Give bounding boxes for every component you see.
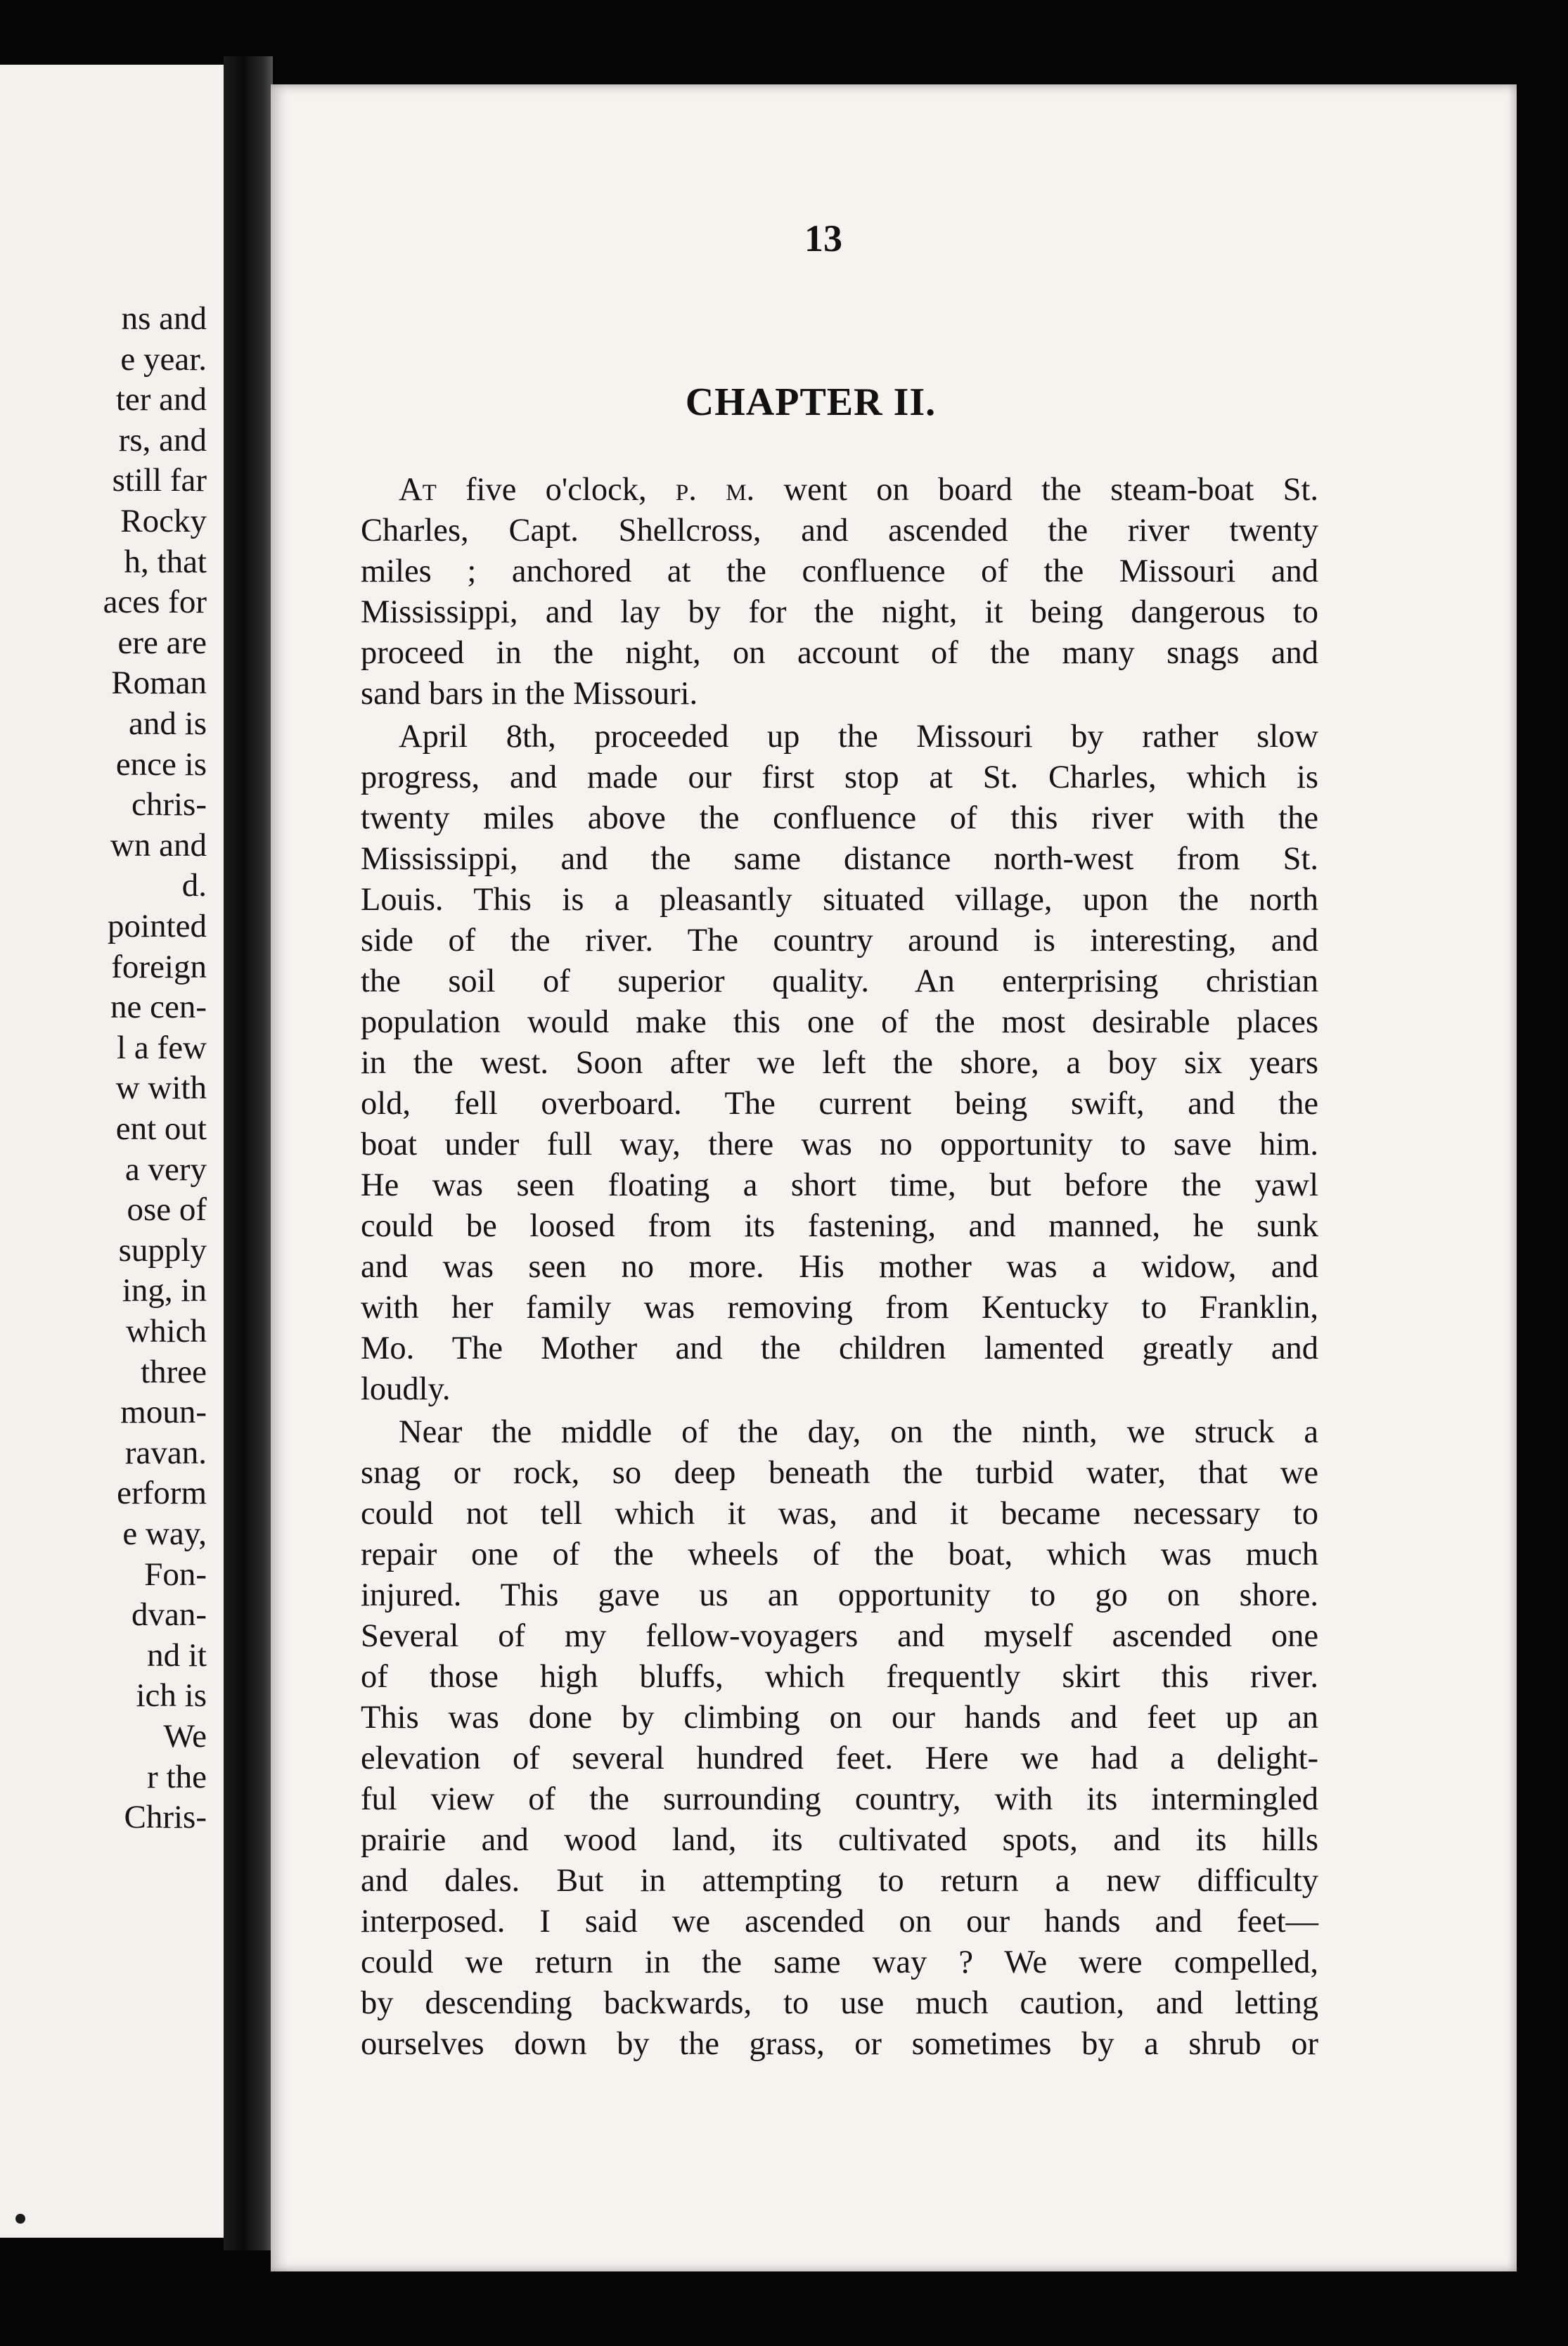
left-page-line: ravan.: [124, 1434, 207, 1471]
chapter-heading: CHAPTER II.: [685, 380, 937, 424]
left-page-line: foreign: [111, 948, 207, 985]
left-page-line: Roman: [111, 665, 207, 702]
left-page-line: aces for: [103, 584, 207, 621]
text-line: by descending backwards, to use much caution, and letting: [361, 1985, 1318, 2021]
text-line: could we return in the same way ? We were compelled,: [361, 1944, 1318, 1980]
left-page-line: ent out: [115, 1110, 207, 1147]
left-page-line: l a few: [117, 1029, 207, 1066]
text-line: Near the middle of the day, on the ninth, we struck a: [399, 1414, 1318, 1450]
text-line: Louis. This is a pleasantly situated village, upon the north: [361, 882, 1318, 918]
left-page-line: nd it: [147, 1636, 207, 1674]
left-page-line: w with: [115, 1070, 207, 1107]
left-page-line: still far: [112, 462, 207, 499]
text-line: boat under full way, there was no opportunity to save him.: [361, 1127, 1318, 1162]
text-line: injured. This gave us an opportunity to go on shore.: [361, 1577, 1318, 1613]
page-number: 13: [804, 217, 842, 259]
text-line: with her family was removing from Kentucky to Franklin,: [361, 1290, 1318, 1326]
left-page-line: moun-: [120, 1394, 207, 1431]
text-line: April 8th, proceeded up the Missouri by rather slow: [399, 719, 1318, 755]
left-page-line: which: [126, 1313, 207, 1350]
left-page-line: chris-: [131, 786, 207, 823]
left-page-line: a very: [124, 1150, 207, 1188]
text-line: interposed. I said we ascended on our hands and feet—: [361, 1904, 1318, 1940]
text-line: and dales. But in attempting to return a new difficulty: [361, 1863, 1318, 1899]
text-line: miles ; anchored at the confluence of the Missouri and: [361, 553, 1318, 589]
text-line: Mo. The Mother and the children lamented greatly and: [361, 1331, 1318, 1366]
left-page-line: Fon-: [144, 1556, 207, 1593]
text-line: could be loosed from its fastening, and manned, he sunk: [361, 1208, 1318, 1244]
left-page-line: ter and: [115, 381, 207, 418]
text-line: Charles, Capt. Shellcross, and ascended the river twenty: [361, 513, 1318, 549]
left-page-line: e year.: [120, 340, 207, 378]
left-page-line: ence is: [115, 745, 207, 783]
text-line: Several of my fellow-voyagers and myself ascended one: [361, 1618, 1318, 1654]
body-text: [361, 470, 1318, 2065]
left-page-line: ne cen-: [110, 989, 207, 1026]
text-line: twenty miles above the confluence of this river with the: [361, 800, 1318, 836]
text-line: population would make this one of the most desirable places: [361, 1004, 1318, 1040]
left-page-line: supply: [118, 1231, 207, 1269]
left-page-line: three: [141, 1353, 207, 1390]
left-page-line: Chris-: [124, 1799, 207, 1836]
text-line: loudly.: [361, 1371, 451, 1407]
text-line: the soil of superior quality. An enterprising christian: [361, 963, 1318, 999]
left-page-line: Rocky: [120, 503, 207, 539]
left-page-line: pointed: [108, 908, 207, 944]
left-page-line: wn and: [110, 826, 207, 864]
text-line: in the west. Soon after we left the shore, a boy six years: [361, 1045, 1318, 1081]
text-line: sand bars in the Missouri.: [361, 676, 698, 712]
left-page-line: dvan-: [131, 1596, 207, 1634]
text-line: prairie and wood land, its cultivated spots, and its hills: [361, 1822, 1318, 1858]
text-line: elevation of several hundred feet. Here we had a delight-: [361, 1741, 1318, 1776]
text-line: snag or rock, so deep beneath the turbid water, that we: [361, 1455, 1318, 1491]
text-line: progress, and made our first stop at St. Charles, which is: [361, 759, 1318, 795]
left-page-line: d.: [181, 867, 207, 904]
left-page-line: ose of: [127, 1191, 207, 1229]
text-line: Mississippi, and lay by for the night, it being dangerous to: [361, 594, 1318, 630]
main-page: [271, 84, 1517, 2271]
text-line: proceed in the night, on account of the many snags and: [361, 635, 1318, 671]
left-page-line: We: [163, 1718, 207, 1755]
text-line: of those high bluffs, which frequently skirt this river.: [361, 1659, 1318, 1695]
left-page-line: ere are: [117, 624, 207, 661]
left-page-line: ns and: [121, 300, 207, 337]
left-page-line: e way,: [122, 1515, 207, 1552]
text-line: ourselves down by the grass, or sometimes by a shrub or: [361, 2026, 1318, 2062]
left-page-line: erform: [117, 1475, 207, 1512]
text-line: repair one of the wheels of the boat, which was much: [361, 1537, 1318, 1572]
paragraph-3: [361, 1412, 1318, 2065]
text-line: He was seen floating a short time, but before the yawl: [361, 1167, 1318, 1203]
left-page-line: and is: [129, 705, 207, 742]
text-line: old, fell overboard. The current being swift, and the: [361, 1086, 1318, 1122]
left-page-line: ich is: [136, 1677, 207, 1714]
text-line: could not tell which it was, and it became necessary to: [361, 1496, 1318, 1532]
text-line: At five o'clock, p. m. went on board the steam-boat St.: [399, 472, 1319, 508]
text-line: Mississippi, and the same distance north-west from St.: [361, 841, 1318, 877]
left-page-line: ing, in: [122, 1272, 207, 1309]
left-page-line: rs, and: [118, 421, 207, 459]
left-page-line: h, that: [124, 543, 207, 580]
text-line: This was done by climbing on our hands and feet up an: [361, 1700, 1318, 1736]
text-line: and was seen no more. His mother was a widow, and: [361, 1249, 1318, 1285]
text-line: ful view of the surrounding country, with its intermingled: [361, 1781, 1318, 1817]
text-line: side of the river. The country around is interesting, and: [361, 923, 1318, 959]
paragraph-1: [361, 470, 1318, 714]
paragraph-2: [361, 717, 1318, 1410]
left-page-line: r the: [147, 1758, 207, 1795]
ink-dot: [15, 2214, 25, 2224]
